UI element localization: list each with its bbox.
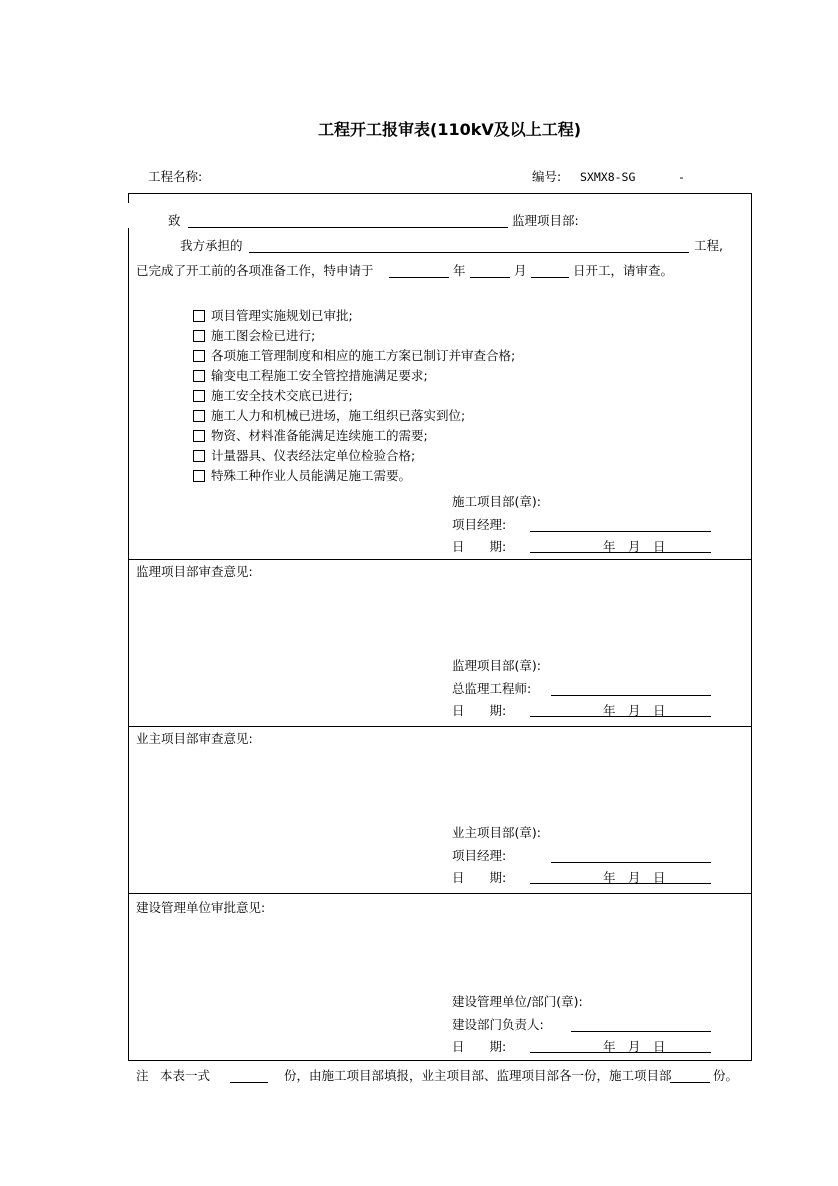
to-blank[interactable] xyxy=(188,227,508,228)
chief-engineer-label: 总监理工程师: xyxy=(452,681,532,696)
supervision-date-label: 日 期: xyxy=(452,703,507,718)
construction-date-label: 日 期: xyxy=(452,539,507,554)
note-text-1: 本表一式 xyxy=(160,1068,211,1083)
construction-copies-blank[interactable] xyxy=(670,1082,710,1083)
checkbox-6[interactable] xyxy=(193,410,205,422)
checkbox-5[interactable] xyxy=(193,390,205,402)
construction-manager-blank[interactable] xyxy=(530,531,711,532)
to-label: 致 xyxy=(168,213,181,228)
owner-manager-blank[interactable] xyxy=(551,862,711,863)
project-blank[interactable] xyxy=(249,252,689,253)
year-blank[interactable] xyxy=(389,277,449,278)
checklist-item-1: 项目管理实施规划已审批; xyxy=(211,308,353,323)
form-top-border xyxy=(128,193,752,194)
mgmt-dept-label: 建设管理单位/部门(章): xyxy=(452,994,583,1009)
supervision-dept-stamp-label: 监理项目部(章): xyxy=(452,658,541,673)
checklist-item-9: 特殊工种作业人员能满足施工需要。 xyxy=(211,468,412,483)
completed-text: 已完成了开工前的各项准备工作，特申请于 xyxy=(136,263,374,278)
mgmt-opinion-label: 建设管理单位审批意见: xyxy=(136,900,266,915)
owner-date-label: 日 期: xyxy=(452,870,507,885)
day-start-label: 日开工，请审查。 xyxy=(573,263,674,278)
supervision-opinion-label: 监理项目部审查意见: xyxy=(136,564,253,579)
construction-date-ymd: 年 月 日 xyxy=(603,539,666,554)
form-right-border xyxy=(751,193,752,1061)
note-text-2: 份，由施工项目部填报，业主项目部、监理项目部各一份，施工项目部 xyxy=(284,1068,672,1083)
number-suffix: - xyxy=(678,170,685,184)
checklist-item-8: 计量器具、仪表经法定单位检验合格; xyxy=(211,448,416,463)
checkbox-8[interactable] xyxy=(193,450,205,462)
supervision-date-ymd: 年 月 日 xyxy=(603,703,666,718)
project-word: 工程, xyxy=(694,238,723,253)
day-blank[interactable] xyxy=(531,277,569,278)
mgmt-responsible-blank[interactable] xyxy=(571,1031,711,1032)
checkbox-9[interactable] xyxy=(193,470,205,482)
owner-opinion-label: 业主项目部审查意见: xyxy=(136,731,253,746)
checkbox-3[interactable] xyxy=(193,350,205,362)
form-bottom-border xyxy=(128,1060,752,1061)
note-label: 注 xyxy=(136,1068,149,1083)
construction-dept-label: 施工项目部(章): xyxy=(452,494,541,509)
checklist-item-3: 各项施工管理制度和相应的施工方案已制订并审查合格; xyxy=(211,348,516,363)
checklist-item-4: 输变电工程施工安全管控措施满足要求; xyxy=(211,368,428,383)
number-value: SXMX8-SG xyxy=(580,170,636,184)
note-text-3: 份。 xyxy=(713,1068,739,1083)
construction-manager-label: 项目经理: xyxy=(452,517,507,532)
owner-date-ymd: 年 月 日 xyxy=(603,870,666,885)
mgmt-date-ymd: 年 月 日 xyxy=(603,1039,666,1054)
project-name-label: 工程名称: xyxy=(148,169,203,184)
checklist-item-5: 施工安全技术交底已进行; xyxy=(211,388,353,403)
copies-blank[interactable] xyxy=(230,1082,268,1083)
mgmt-date-label: 日 期: xyxy=(452,1039,507,1054)
checkbox-4[interactable] xyxy=(193,370,205,382)
number-label: 编号: xyxy=(532,169,562,184)
owner-manager-label: 项目经理: xyxy=(452,848,507,863)
month-label: 月 xyxy=(514,263,527,278)
month-blank[interactable] xyxy=(470,277,510,278)
section-divider-2 xyxy=(128,726,752,727)
checklist-item-7: 物资、材料准备能满足连续施工的需要; xyxy=(211,428,428,443)
undertake-label: 我方承担的 xyxy=(180,238,243,253)
checkbox-7[interactable] xyxy=(193,430,205,442)
checklist-item-2: 施工图会检已进行; xyxy=(211,328,316,343)
checkbox-1[interactable] xyxy=(193,310,205,322)
checklist-item-6: 施工人力和机械已进场，施工组织已落实到位; xyxy=(211,408,466,423)
mgmt-responsible-label: 建设部门负责人: xyxy=(452,1017,544,1032)
chief-engineer-blank[interactable] xyxy=(551,695,711,696)
year-label: 年 xyxy=(453,263,466,278)
page-title: 工程开工报审表(110kV及以上工程) xyxy=(318,120,582,139)
form-left-tick-top xyxy=(128,193,129,203)
section-divider-1 xyxy=(128,559,752,560)
checkbox-2[interactable] xyxy=(193,330,205,342)
supervision-dept-label: 监理项目部: xyxy=(512,213,579,228)
section-divider-3 xyxy=(128,893,752,894)
form-left-border xyxy=(128,228,129,1061)
owner-dept-label: 业主项目部(章): xyxy=(452,825,541,840)
